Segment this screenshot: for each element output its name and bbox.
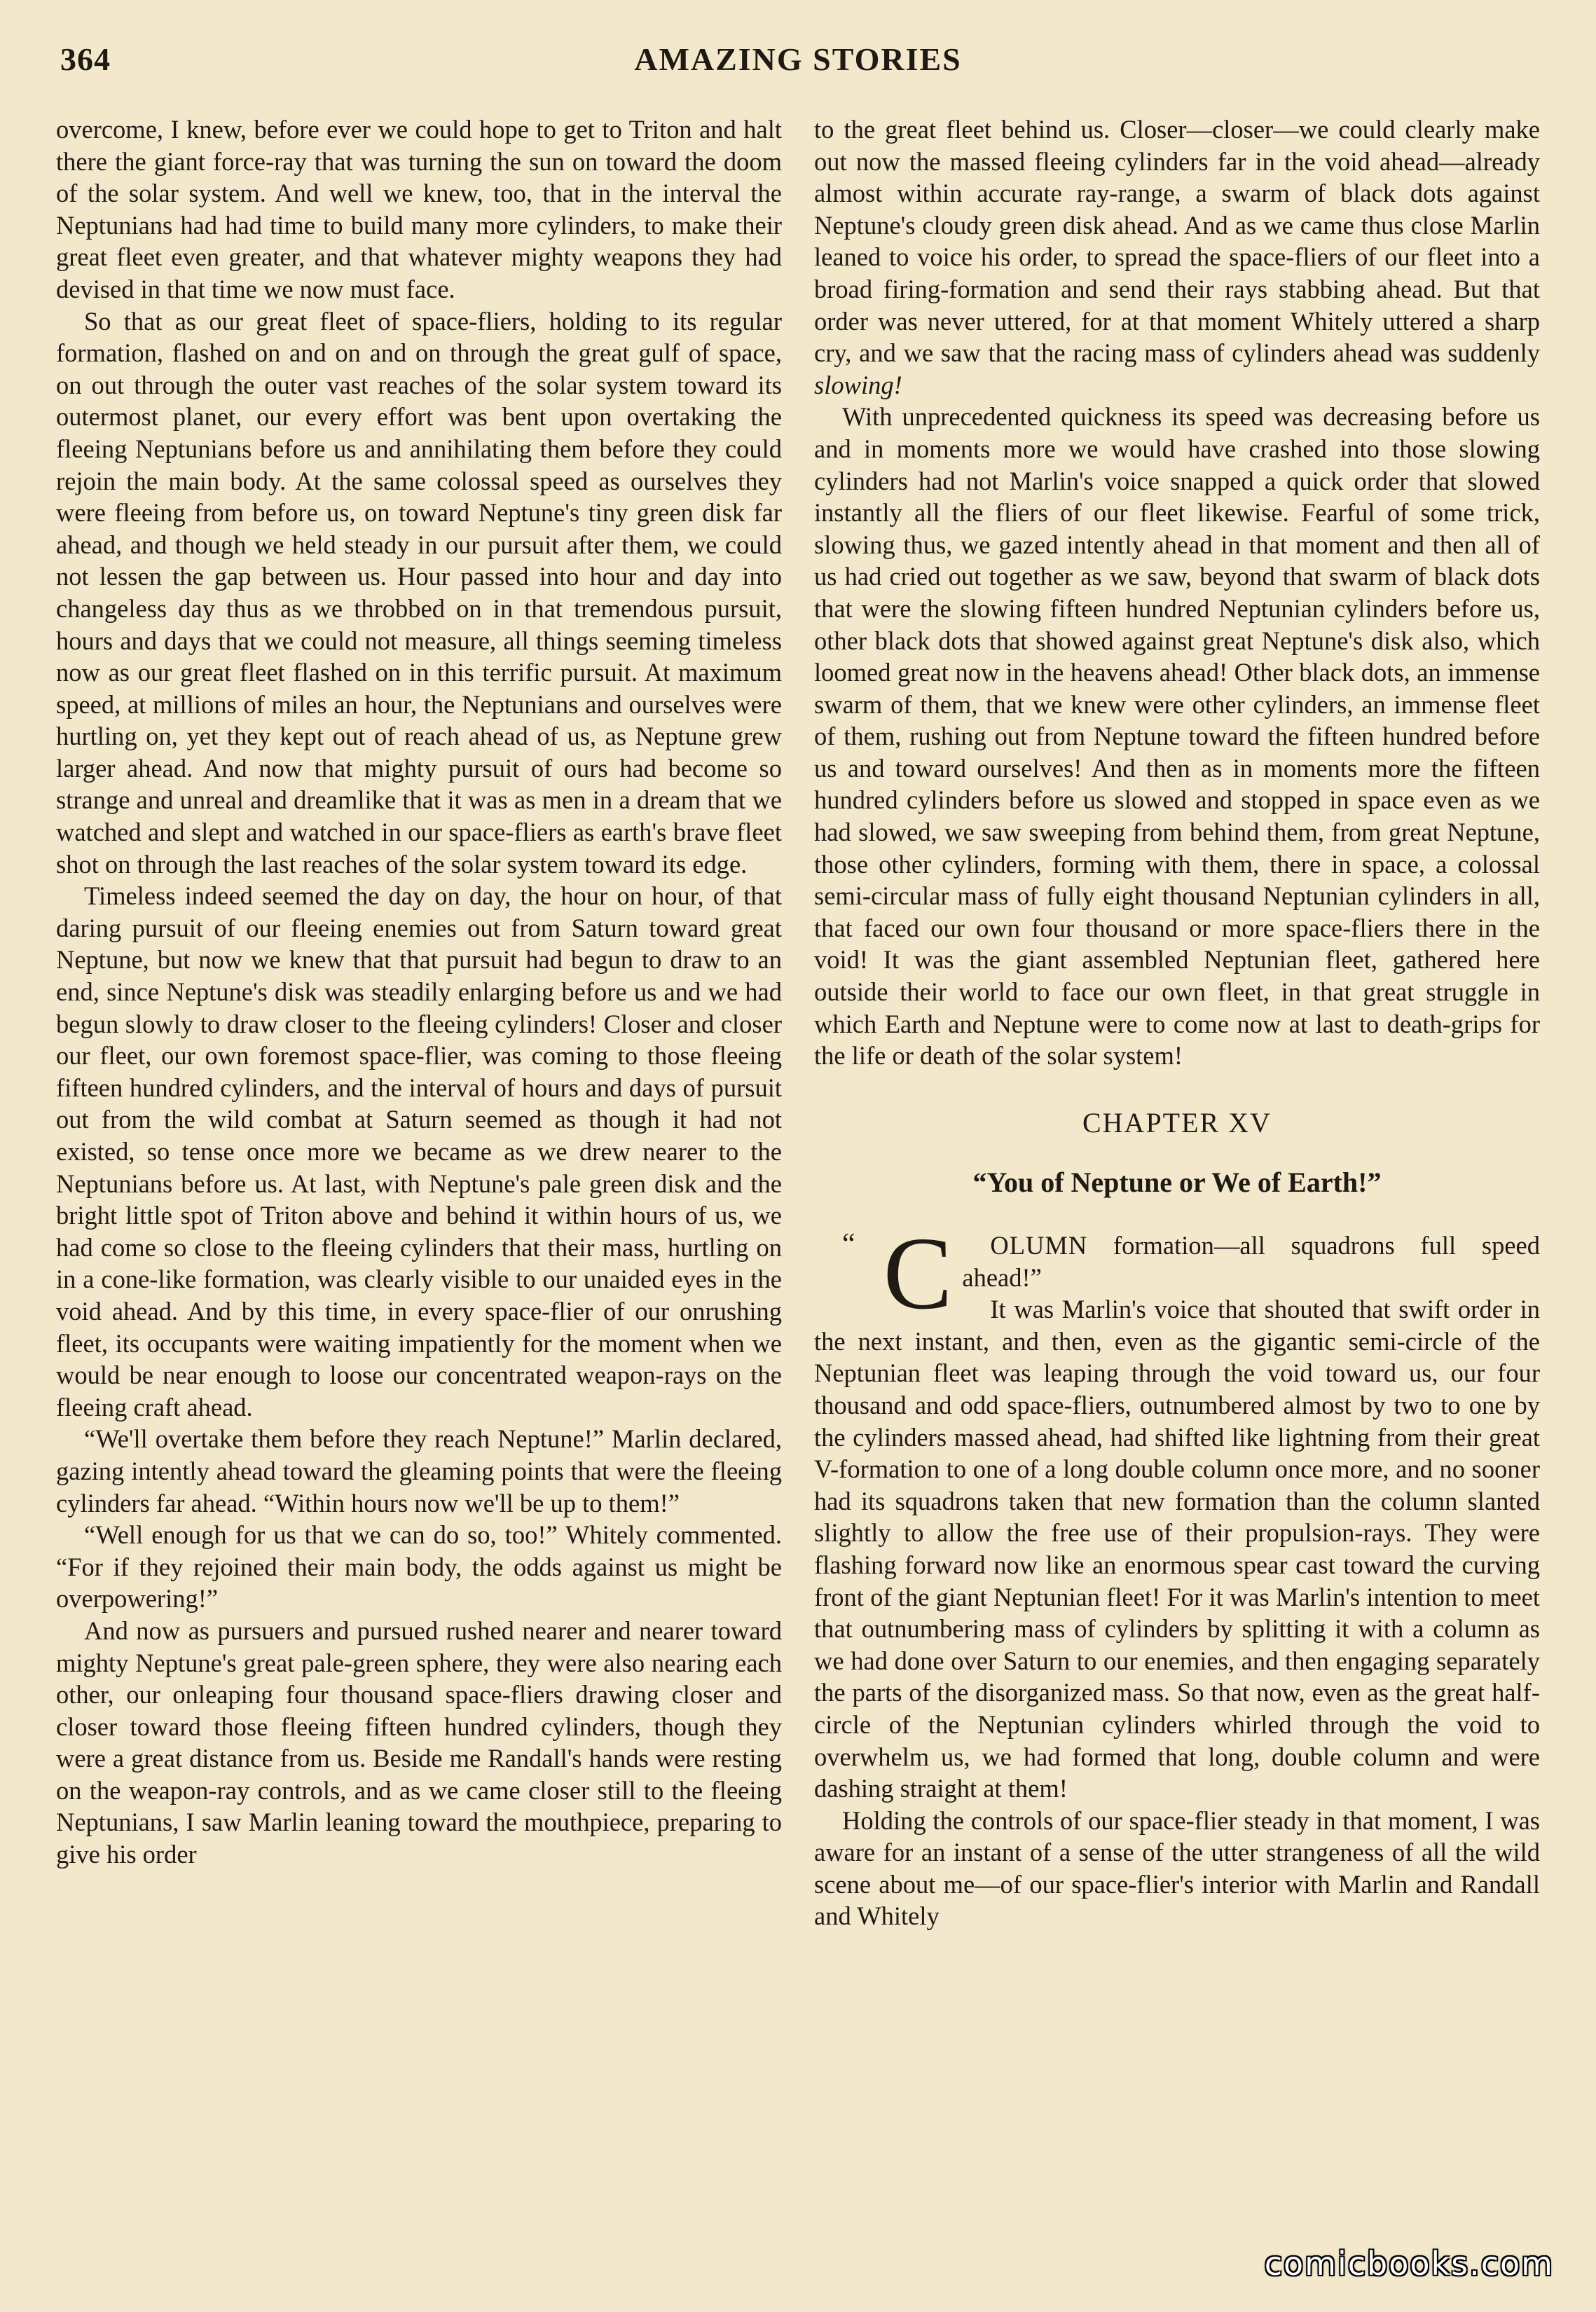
chapter-opening — [814, 1216, 1540, 1331]
paragraph: So that as our great fleet of space-fliers, holding to its regular formation, flashed on and on and on through the great gulf of space, on out through the outer vast reaches of the solar system toward its outermost planet, our every effort was bent upon overtaking the fleeing Neptunians before us and annihilating them before they could rejoin the main body. At the same colossal speed as ourselves they were fleeing from before us, on toward Neptune's tiny green disk far ahead, and though we held steady in our pursuit after them, we could not lessen the gap between us. Hour passed into hour and day into changeless day thus as we throbbed on in that tremendous pursuit, hours and days that we could not measure, all things seeming timeless now as our great fleet flashed on in this terrific pursuit. At maximum speed, at millions of miles an hour, the Neptunians and ourselves were hurtling on, yet they kept out of reach ahead of us, as Neptune grew larger ahead. And now that mighty pursuit of ours had become so strange and unreal and dreamlike that it was as men in a dream that we watched and slept and watched in our space-fliers as earth's brave fleet shot on through the last reaches of the solar system toward its edge. — [56, 306, 782, 879]
chapter-heading: CHAPTER XV — [1082, 1106, 1272, 1138]
paragraph: With unprecedented quickness its speed was decreasing before us and in moments more we would have crashed into those slowing cylinders had not Marlin's voice snapped a quick order that slowed instantly all the fliers of our fleet likewise. Fearful of some trick, slowing thus, we gazed intently ahead in that moment and then all of us had cried out together as we saw, beyond that swarm of black dots that were the slowing fifteen hundred Neptunian cylinders before us, other black dots that showed against great Neptune's disk also, which loomed great now in the heavens ahead! Other black dots, an immense swarm of them, that we knew were other cylinders, an immense fleet of them, rushing out from Neptune toward the fifteen hundred before us and toward ourselves! And then as in moments more the fifteen hundred cylinders before us slowed and stopped in space even as we had slowed, we saw sweeping from behind them, from great Neptune, those other cylinders, forming with them, there in space, a colossal semi-circular mass of fully eight thousand Neptunian cylinders in all, that faced our own four thousand or more space-fliers there in the void! It was the giant assembled Neptunian fleet, gathered here outside their world to face our own fleet, in that great struggle in which Earth and Neptune were to come now at last to death-grips for the life or death of the solar system! — [814, 402, 1540, 1071]
paragraph: “Well enough for us that we can do so, too!” Whitely commented. “For if they rejoined their main body, the odds against us might be overpowering!” — [56, 1520, 782, 1613]
paragraph: Holding the controls of our space-flier steady in that moment, I was aware for an instant of a sense of the utter strangeness of all the wild scene about me—of our space-flier's interior with Marlin and Randall and Whitely — [814, 1805, 1540, 1931]
paragraph: overcome, I knew, before ever we could hope to get to Triton and halt there the giant force-ray that was turning the sun on toward the doom of the solar system. And well we knew, too, that in the interval the Neptunians had had time to build many more cylinders, to make their great fleet even greater, and that whatever mighty weapons they had devised in that time we now must face. — [56, 115, 782, 303]
chapter-title: “You of Neptune or We of Earth!” — [972, 1167, 1382, 1199]
italic-emphasis: slowing! — [814, 370, 902, 399]
running-title: AMAZING STORIES — [634, 41, 962, 77]
right-column — [814, 113, 1540, 2270]
paragraph-text: to the great fleet behind us. Closer—closer—we could clearly make out now the massed fleeing cylinders far in the void ahead—already almost within accurate ray-range, a swarm of black dots against Neptune's cloudy green disk ahead. And as we came thus close Marlin leaned to voice his order, to spread the space-fliers of our fleet into a broad firing-formation and send their rays stabbing ahead. But that order was never uttered, for at that moment Whitely uttered a sharp cry, and we saw that the racing mass of cylinders ahead was suddenly — [814, 115, 1540, 368]
opening-quote-mark: “ — [842, 1228, 855, 1260]
paragraph: And now as pursuers and pursued rushed nearer and nearer toward mighty Neptune's great pale-green sphere, they were also nearing each other, our onleaping four thousand space-fliers drawing closer and closer toward those fleeing fifteen hundred cylinders, though they were a great distance from us. Beside me Randall's hands were resting on the weapon-ray controls, and as we came closer still to the fleeing Neptunians, I saw Marlin leaning toward the mouthpiece, preparing to give his order — [56, 1616, 782, 1869]
paragraph — [814, 113, 1540, 401]
left-column — [56, 113, 782, 2270]
opening-caps: OLUMN — [990, 1231, 1088, 1260]
opening-rest: formation—all squadrons full speed ahead!” — [962, 1231, 1540, 1292]
paragraph: “We'll overtake them before they reach Neptune!” Marlin declared, gazing intently ahead toward the gleaming points that were the fleeing cylinders far ahead. “Within hours now we'll be up to them!” — [56, 1424, 782, 1518]
page-number: 364 — [60, 41, 111, 77]
page-header — [56, 41, 1540, 90]
paragraph: Timeless indeed seemed the day on day, the hour on hour, of that daring pursuit of our fleeing enemies out from Saturn toward great Neptune, but now we knew that that pursuit had begun to draw to an end, since Neptune's disk was steadily enlarging before us and we had begun slowly to draw closer to the fleeing cylinders! Closer and closer our fleet, our own foremost space-flier, was coming to those fleeing fifteen hundred cylinders, and the interval of hours and days of pursuit out from the wild combat at Saturn seemed as though it had not existed, so tense once more we became as we drew nearer to the Neptunians before us. At last, with Neptune's pale green disk and the bright little spot of Triton above and behind it within hours of us, we had come so close to the fleeing cylinders that their mass, hurtling on in a cone-like formation, was clearly visible to our unaided eyes in the void ahead. And by this time, in every space-flier of our onrushing fleet, its occupants were waiting impatiently for the moment when we would be near enough to loose our concentrated weapon-rays on the fleeing craft ahead. — [56, 881, 782, 1422]
paragraph: It was Marlin's voice that shouted that swift order in the next instant, and then, even as the gigantic semi-circle of the Neptunian fleet was leaping through the void toward us, our four thousand and odd space-fliers, outnumbered almost by two to one by the cylinders massed ahead, had shifted like lightning from their great V-formation to one of a long double column once more, and no sooner had its squadrons taken that new formation than the column slanted slightly to allow the free use of their propulsion-rays. They were flashing forward now like an enormous spear cast toward the curving front of the giant Neptunian fleet! For it was Marlin's intention to meet that outnumbering mass of cylinders by splitting it with a column as we had done over Saturn to our enemies, and then engaging separately the parts of the disorganized mass. So that now, even as the great half-circle of the Neptunian cylinders whirled through the void to overwhelm us, we had formed that long, double column and were dashing straight at them! — [814, 1295, 1540, 1803]
watermark: comicbooks.com — [1264, 2245, 1554, 2283]
drop-cap: C — [883, 1216, 953, 1331]
